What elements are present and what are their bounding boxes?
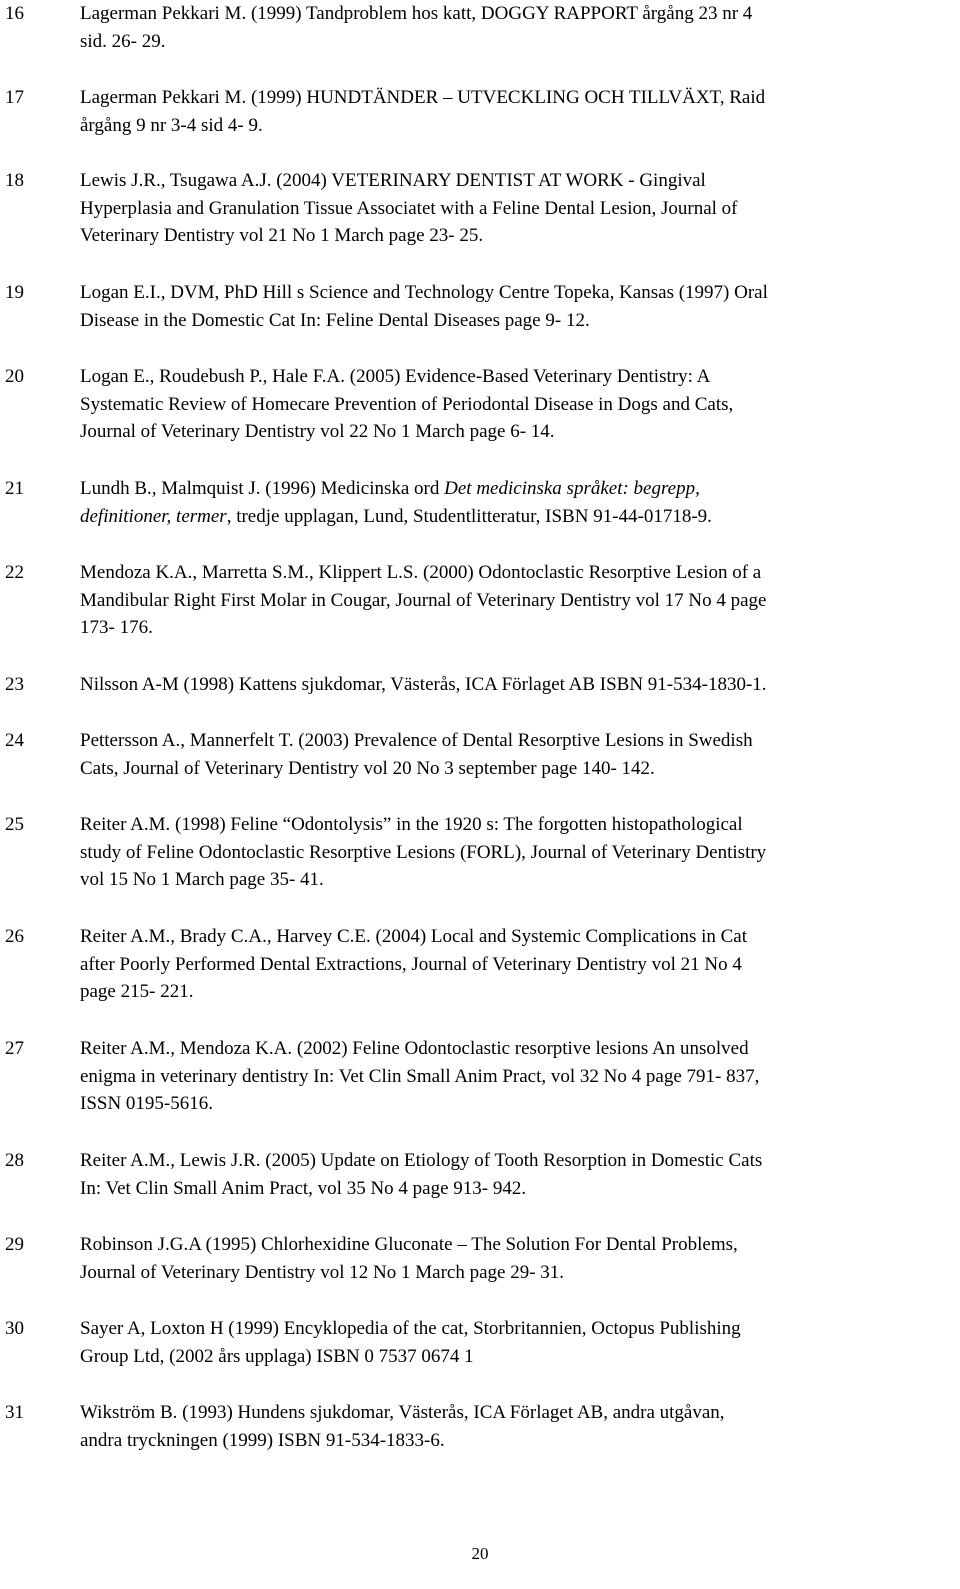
text-segment: 173- 176. [80, 617, 153, 638]
text-segment: Lewis J.R., Tsugawa A.J. (2004) VETERINARY DENTIST AT WORK - Gingival [80, 170, 706, 191]
reference-text [80, 727, 950, 782]
reference-line [80, 1259, 950, 1287]
reference-text [80, 1231, 950, 1286]
text-segment: , tredje upplagan, Lund, Studentlitteratur, ISBN 91-44-01718-9. [226, 505, 712, 527]
reference-text [80, 167, 950, 250]
reference-number: 30 [5, 1318, 24, 1339]
text-segment: andra tryckningen (1999) ISBN 91-534-1833-6. [80, 1429, 445, 1451]
text-segment: study of Feline Odontoclastic Resorptive Lesions (FORL), Journal of Veterinary Dentistry [80, 841, 767, 863]
reference-number: 26 [5, 926, 24, 947]
reference-number: 16 [5, 3, 24, 24]
reference-line [80, 28, 950, 56]
reference-number: 24 [5, 730, 24, 751]
reference-line [80, 1063, 950, 1091]
reference-line [80, 112, 950, 140]
text-segment: In: Vet Clin Small Anim Pract, vol 35 No 4 page 913- 942. [80, 1177, 527, 1199]
text-segment: Logan E.I., DVM, PhD Hill s Science and Technology Centre Topeka, Kansas (1997) Oral [80, 282, 768, 303]
text-segment: sid. 26- 29. [80, 30, 166, 52]
text-segment: Journal of Veterinary Dentistry vol 22 No 1 March page 6- 14. [80, 421, 555, 442]
reference-line [80, 1175, 950, 1203]
reference-number: 29 [5, 1234, 24, 1255]
reference-line [80, 84, 950, 112]
reference-number: 22 [5, 562, 24, 583]
reference-line [80, 222, 950, 250]
reference-number: 27 [5, 1038, 24, 1059]
reference-line [80, 1315, 950, 1343]
text-segment: årgång 9 nr 3-4 sid 4- 9. [80, 114, 263, 136]
reference-number: 31 [5, 1402, 24, 1423]
reference-line [80, 1035, 950, 1063]
text-segment: Systematic Review of Homecare Prevention of Periodontal Disease in Dogs and Cats, [80, 393, 734, 415]
reference-text [80, 811, 950, 894]
reference-number: 18 [5, 170, 24, 191]
reference-line [80, 0, 950, 28]
reference-line [80, 839, 950, 867]
text-segment: Hyperplasia and Granulation Tissue Associatet with a Feline Dental Lesion, Journal of [80, 197, 738, 219]
page-number: 20 [471, 1544, 489, 1563]
reference-text [80, 671, 950, 699]
text-segment: Logan E., Roudebush P., Hale F.A. (2005) Evidence-Based Veterinary Dentistry: A [80, 366, 711, 387]
reference-line [80, 1147, 950, 1175]
reference-line [80, 391, 950, 419]
reference-line [80, 727, 950, 755]
text-segment: Group Ltd, (2002 års upplaga) ISBN 0 7537 0674 1 [80, 1345, 474, 1367]
reference-text [80, 0, 950, 55]
reference-text [80, 1399, 950, 1454]
reference-line [80, 1343, 950, 1371]
text-segment: Lagerman Pekkari M. (1999) Tandproblem hos katt, DOGGY RAPPORT årgång 23 nr 4 [80, 3, 753, 24]
text-segment: Veterinary Dentistry vol 21 No 1 March page 23- 25. [80, 225, 484, 246]
reference-line [80, 1399, 950, 1427]
reference-line [80, 1231, 950, 1259]
reference-line [80, 671, 950, 699]
reference-text [80, 84, 950, 139]
text-segment: ISSN 0195-5616. [80, 1093, 214, 1114]
text-segment: Disease in the Domestic Cat In: Feline Dental Diseases page 9- 12. [80, 309, 590, 331]
italic-title-segment: definitioner, termer [80, 505, 227, 527]
reference-line [80, 475, 950, 503]
text-segment: Lundh B., Malmquist J. (1996) Medicinska ord [80, 478, 445, 499]
reference-text [80, 363, 950, 446]
text-segment: Reiter A.M., Brady C.A., Harvey C.E. (2004) Local and Systemic Complications in Cat [80, 926, 748, 947]
text-segment: Journal of Veterinary Dentistry vol 12 No 1 March page 29- 31. [80, 1261, 565, 1283]
text-segment: Reiter A.M., Mendoza K.A. (2002) Feline Odontoclastic resorptive lesions An unsolved [80, 1038, 749, 1059]
text-segment: Mendoza K.A., Marretta S.M., Klippert L.S. (2000) Odontoclastic Resorptive Lesion of a [80, 562, 762, 583]
reference-line [80, 755, 950, 783]
reference-number: 25 [5, 814, 24, 835]
text-segment: Mandibular Right First Molar in Cougar, Journal of Veterinary Dentistry vol 17 No 4 page [80, 589, 767, 611]
reference-text [80, 475, 950, 530]
text-segment: Pettersson A., Mannerfelt T. (2003) Prevalence of Dental Resorptive Lesions in Swedish [80, 730, 753, 751]
reference-line [80, 559, 950, 587]
reference-line [80, 951, 950, 979]
reference-line [80, 866, 950, 894]
reference-line [80, 923, 950, 951]
text-segment: page 215- 221. [80, 981, 194, 1002]
reference-line [80, 503, 950, 531]
italic-title-segment: Det medicinska språket: begrepp, [444, 478, 700, 499]
reference-line [80, 811, 950, 839]
text-segment: Reiter A.M., Lewis J.R. (2005) Update on Etiology of Tooth Resorption in Domestic Cats [80, 1150, 763, 1171]
text-segment: after Poorly Performed Dental Extractions, Journal of Veterinary Dentistry vol 21 No 4 [80, 953, 742, 975]
reference-line [80, 167, 950, 195]
reference-line [80, 614, 950, 642]
reference-line [80, 1427, 950, 1455]
reference-text [80, 279, 950, 334]
reference-text [80, 559, 950, 642]
reference-number: 21 [5, 478, 24, 499]
reference-line [80, 279, 950, 307]
reference-number: 19 [5, 282, 24, 303]
text-segment: Cats, Journal of Veterinary Dentistry vol 20 No 3 september page 140- 142. [80, 757, 655, 779]
reference-text [80, 1147, 950, 1202]
reference-number: 28 [5, 1150, 24, 1171]
reference-line [80, 363, 950, 391]
reference-line [80, 1090, 950, 1118]
text-segment: Sayer A, Loxton H (1999) Encyklopedia of the cat, Storbritannien, Octopus Publishing [80, 1318, 741, 1339]
text-segment: Nilsson A-M (1998) Kattens sjukdomar, Västerås, ICA Förlaget AB ISBN 91-534-1830-1. [80, 674, 767, 695]
text-segment: Reiter A.M. (1998) Feline “Odontolysis” in the 1920 s: The forgotten histopathological [80, 814, 743, 835]
text-segment: Wikström B. (1993) Hundens sjukdomar, Västerås, ICA Förlaget AB, andra utgåvan, [80, 1402, 725, 1423]
reference-line [80, 418, 950, 446]
reference-number: 23 [5, 674, 24, 695]
text-segment: enigma in veterinary dentistry In: Vet Clin Small Anim Pract, vol 32 No 4 page 791- 837, [80, 1065, 760, 1087]
reference-line [80, 978, 950, 1006]
reference-text [80, 1315, 950, 1370]
reference-line [80, 195, 950, 223]
reference-number: 17 [5, 87, 24, 108]
reference-text [80, 923, 950, 1006]
text-segment: Robinson J.G.A (1995) Chlorhexidine Gluconate – The Solution For Dental Problems, [80, 1234, 738, 1255]
text-segment: vol 15 No 1 March page 35- 41. [80, 869, 324, 890]
reference-line [80, 307, 950, 335]
reference-number: 20 [5, 366, 24, 387]
reference-text [80, 1035, 950, 1118]
reference-line [80, 587, 950, 615]
text-segment: Lagerman Pekkari M. (1999) HUNDTÄNDER – UTVECKLING OCH TILLVÄXT, Raid [80, 87, 766, 108]
